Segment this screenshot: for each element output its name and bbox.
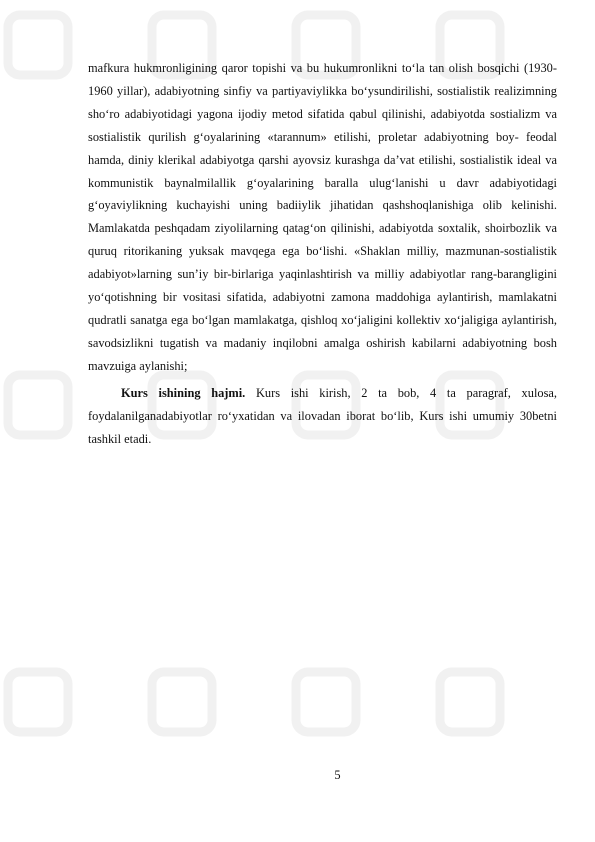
logo-watermark-icon [8, 375, 68, 435]
logo-watermark-icon [296, 672, 356, 732]
logo-watermark-icon [440, 672, 500, 732]
course-volume-heading: Kurs ishining hajmi. [121, 385, 246, 400]
document-page [88, 57, 557, 450]
logo-watermark-icon [8, 672, 68, 732]
page-number: 5 [334, 768, 341, 782]
body-paragraph: mafkura hukmronligining qaror topishi va bu hukumronlikni to‘la tan olish bosqichi (1930-1960 yillar), adabiyotning sinfiy va partiyaviylikka bo‘ysundirilishi, sostialistik realizimning sho‘ro adabiyotidagi yagona ijodiy metod sifatida qabul qilinishi, adabiyotda sostializm va sostialistik qurilish g‘oyalarining «tarannum» etilishi, proletar adabiyotning boy- feodal hamda, diniy klerikal adabiyotga qarshi ayovsiz kurashga da’vat etilishi, sostialistik ideal va kommunistik baynalmilallik g‘oyalarining baralla ulug‘lanishi u davr adabiyotidagi g‘oyaviylikning kuchayishi uning badiiylik jihatidan qashshoqlanishiga olib kelinishi. Mamlakatda peshqadam ziyolilarning qatag‘on qilinishi, adabiyotda soxtalik, shoirbozlik va quruq ritorikaning yuksak mavqega ega bo‘lishi. «Shaklan milliy, mazmunan-sostialistik adabiyot»larning sun’iy bir-birlariga yaqinlashtirish va milliy adabiyotlar rang-barangligini yo‘qotishning bir vositasi sifatida, adabiyotni zamona maddohiga aylantirish, mamlakatni qudratli sanatga ega bo‘lgan mamlakatga, qishloq xo‘jaligini kollektiv xo‘jaligiga aylantirish, savodsizlikni tugatish va madaniy inqilobni amalga oshirish kabilarni adabiyotning bosh mavzuiga aylanishi; [88, 61, 557, 373]
logo-watermark-icon [8, 15, 68, 75]
logo-watermark-icon [152, 672, 212, 732]
course-volume-paragraph [88, 382, 557, 451]
course-volume-text: Kurs ishi kirish, 2 ta bob, 4 ta paragraf, xulosa, foydalanilganadabiyotlar ro‘yxatidan va ilovadan iborat bo‘lib, Kurs ishi umumiy 30betni tashkil etadi. [88, 385, 557, 446]
